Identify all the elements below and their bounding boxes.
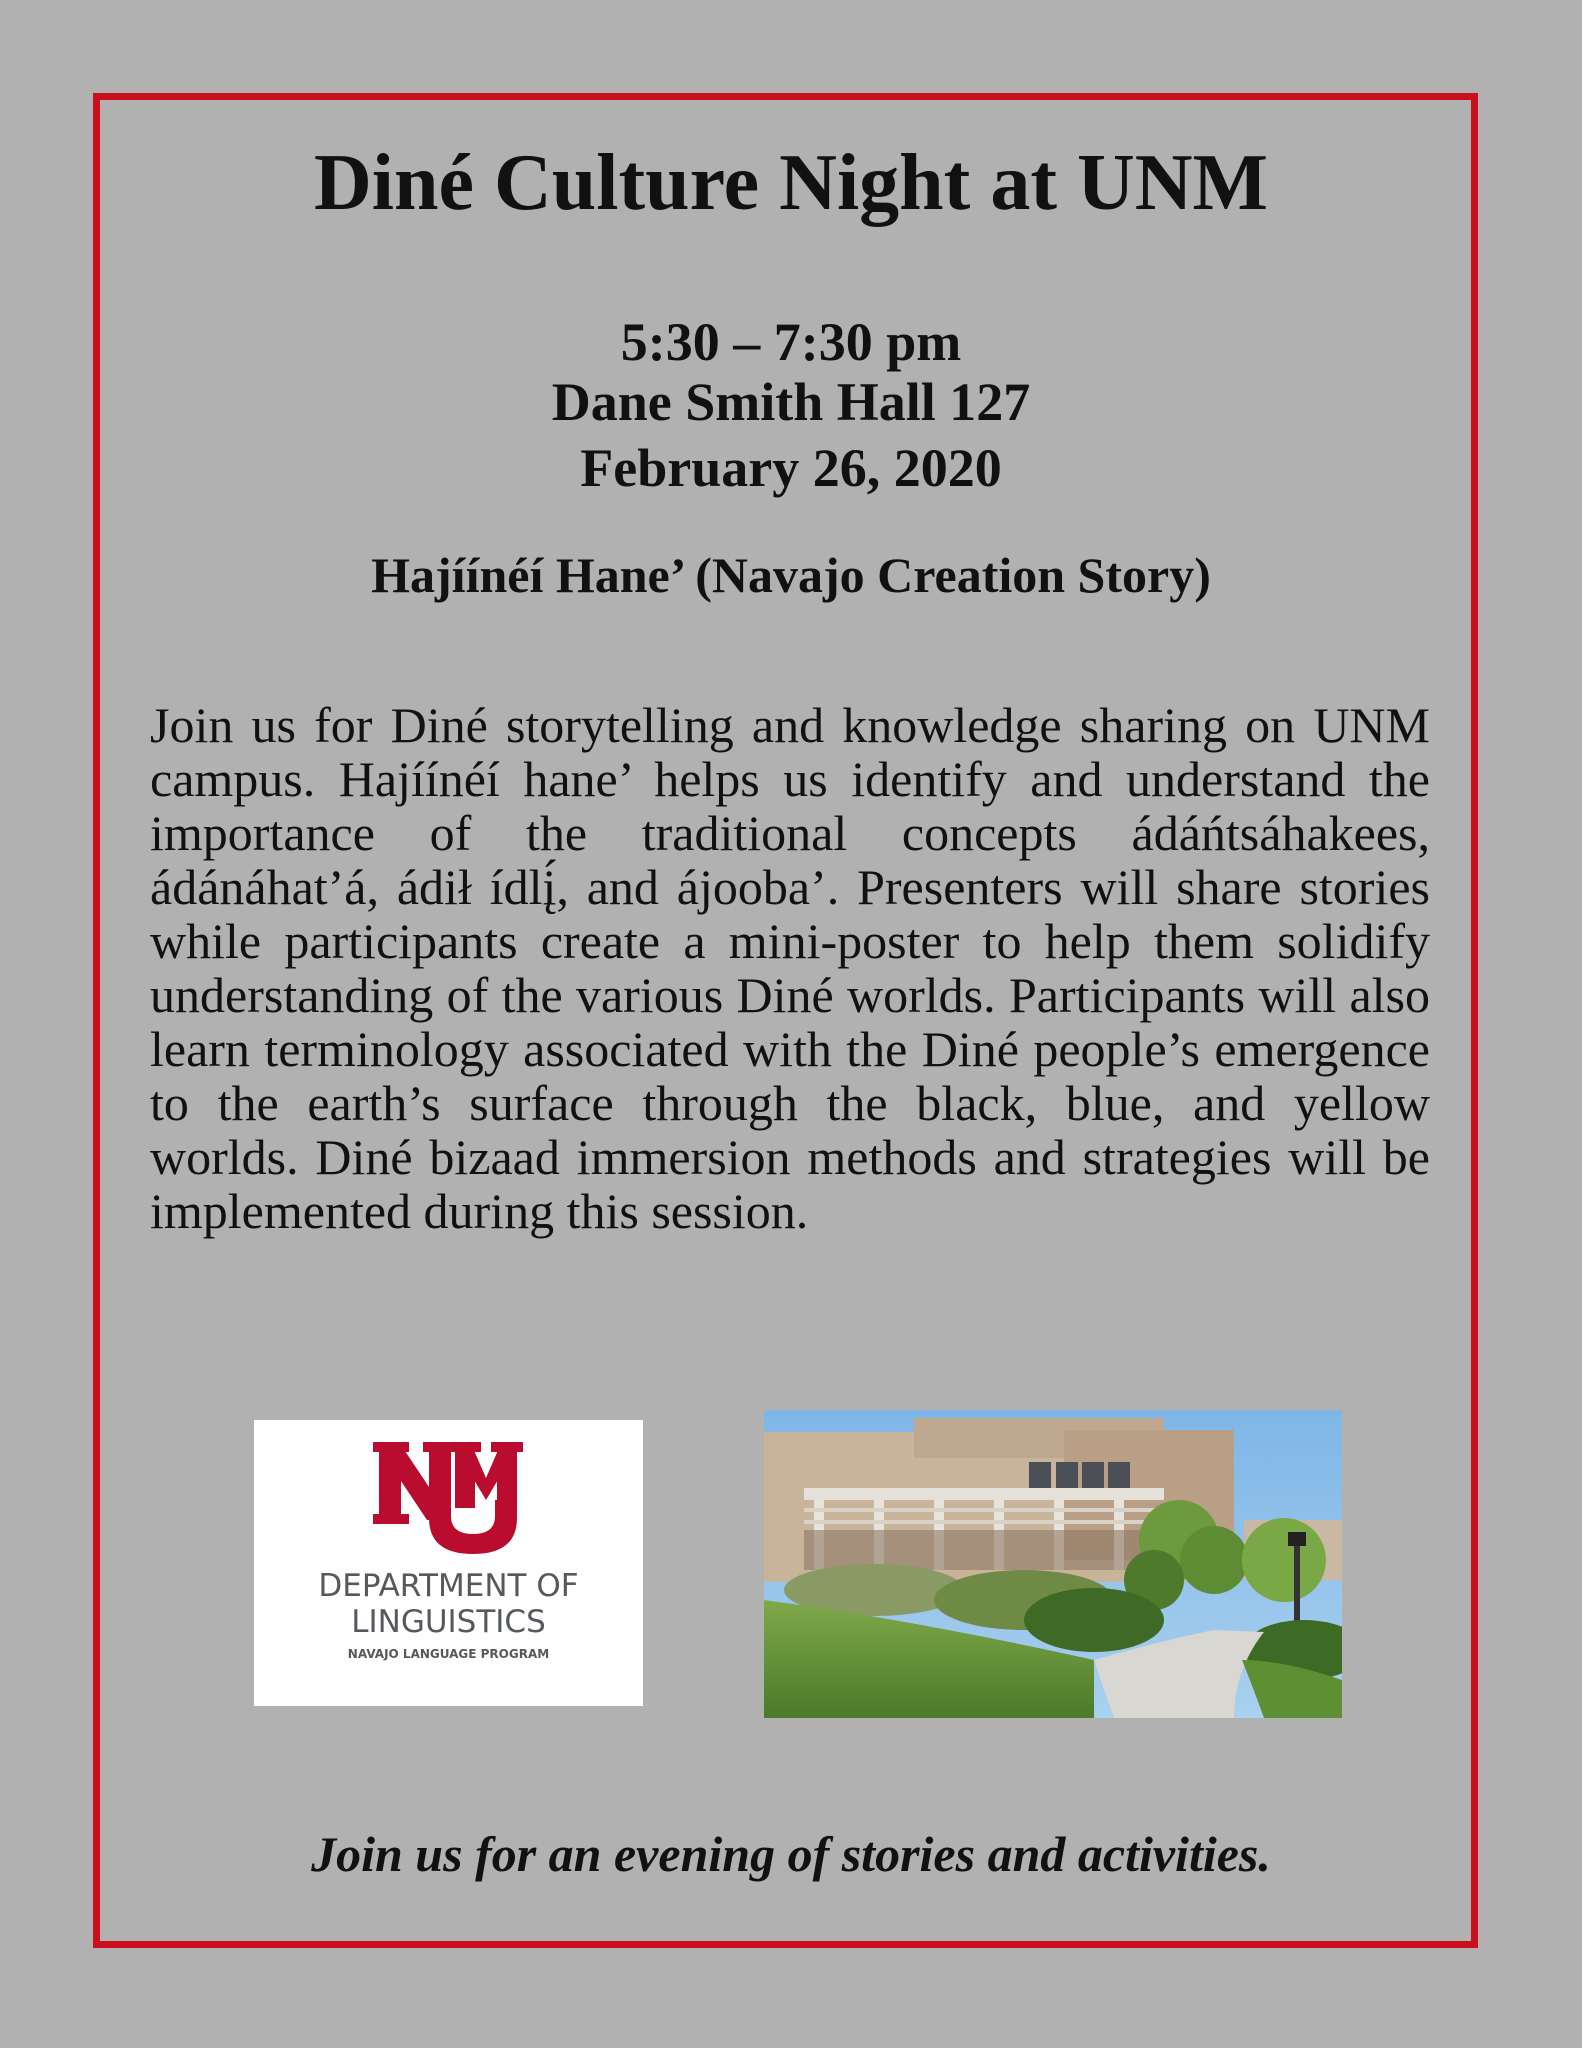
unm-logo-icon [373, 1438, 523, 1558]
event-description: Join us for Diné storytelling and knowledge sharing on UNM campus. Hajíínéí hane’ helps us identify and understand the importance of the traditional concepts ádáńtsáhakees, ádánáhat’á, ádił ídlį́, and ájooba’. Presenters will share stories while participants create a mini-poster to help them solidify understanding of the various Diné worlds. Participants will also learn terminology associated with the Diné people’s emergence to the earth’s surface through the black, blue, and yellow worlds. Diné bizaad immersion methods and strategies will be implemented during this session. [150, 697, 1430, 1239]
building-photo-image [764, 1410, 1342, 1718]
event-time: 5:30 – 7:30 pm [620, 312, 962, 372]
campus-building-photo [764, 1410, 1342, 1718]
logo-program-text: NAVAJO LANGUAGE PROGRAM [347, 1647, 550, 1661]
poster-footer-tagline: Join us for an evening of stories and activities. [311, 1826, 1271, 1882]
unm-linguistics-logo [254, 1420, 643, 1706]
logo-department-text: DEPARTMENT OF [318, 1568, 579, 1604]
event-location: Dane Smith Hall 127 [551, 372, 1031, 432]
event-details [0, 312, 1582, 498]
event-date: February 26, 2020 [580, 438, 1002, 498]
event-subtitle: Hajíínéí Hane’ (Navajo Creation Story) [371, 547, 1211, 603]
poster-title: Diné Culture Night at UNM [313, 139, 1269, 227]
logo-linguistics-text: LINGUISTICS [351, 1604, 546, 1640]
